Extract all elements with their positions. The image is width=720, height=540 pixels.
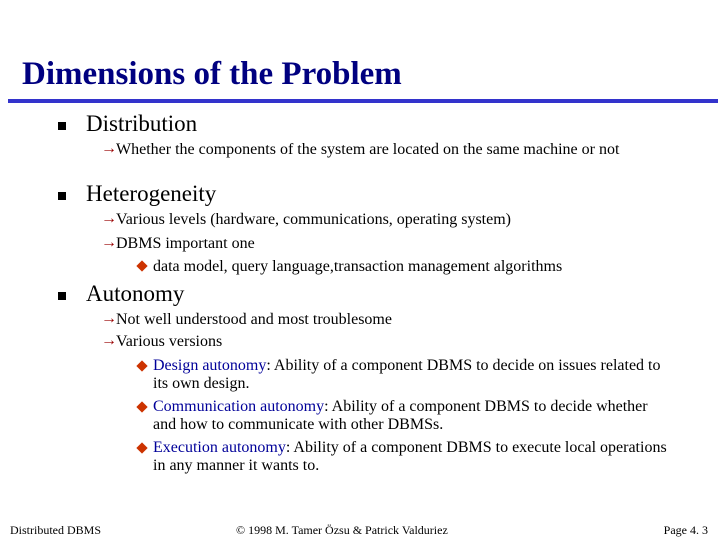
design-autonomy-term: Design autonomy: [153, 357, 267, 374]
diamond-bullet-icon: [136, 260, 147, 271]
sub-distribution-1: Whether the components of the system are located on the same machine or not: [116, 141, 620, 158]
slide-title: Dimensions of the Problem: [22, 56, 402, 92]
arrow-icon: →: [101, 234, 117, 251]
sub-autonomy-1: Not well understood and most troublesome: [116, 311, 392, 328]
arrow-icon: →: [101, 332, 117, 349]
design-autonomy-desc: : Ability of a component DBMS to decide on issues related to its own design.: [153, 357, 661, 392]
arrow-icon: →: [101, 210, 117, 227]
execution-autonomy-text: [153, 439, 673, 475]
bullet-distribution: Distribution: [86, 111, 198, 136]
arrow-icon: →: [101, 310, 117, 327]
communication-autonomy-text: [153, 398, 673, 434]
title-rule: [8, 99, 718, 103]
sub-autonomy-2: Various versions: [116, 333, 223, 350]
arrow-icon: →: [101, 140, 117, 157]
diamond-bullet-icon: [136, 360, 147, 371]
communication-autonomy-term: Communication autonomy: [153, 398, 325, 415]
execution-autonomy-desc: : Ability of a component DBMS to execute local operations in any manner it wants to.: [153, 439, 667, 474]
square-bullet-icon: [58, 122, 66, 130]
bullet-autonomy: Autonomy: [86, 281, 185, 306]
diamond-bullet-icon: [136, 442, 147, 453]
communication-autonomy-desc: : Ability of a component DBMS to decide whether and how to communicate with other DBMSs.: [153, 398, 648, 433]
execution-autonomy-term: Execution autonomy: [153, 439, 286, 456]
sub-heterogeneity-1: Various levels (hardware, communications, operating system): [116, 211, 511, 228]
footer-left: Distributed DBMS: [10, 523, 102, 537]
footer-page-number: Page 4. 3: [663, 523, 708, 537]
diamond-bullet-icon: [136, 401, 147, 412]
footer-center: © 1998 M. Tamer Özsu & Patrick Valduriez: [236, 523, 448, 537]
bullet-heterogeneity: Heterogeneity: [86, 181, 217, 206]
design-autonomy-text: [153, 357, 673, 393]
square-bullet-icon: [58, 292, 66, 300]
sub-sub-heterogeneity: data model, query language,transaction management algorithms: [153, 258, 563, 275]
square-bullet-icon: [58, 192, 66, 200]
sub-heterogeneity-2: DBMS important one: [116, 235, 255, 252]
